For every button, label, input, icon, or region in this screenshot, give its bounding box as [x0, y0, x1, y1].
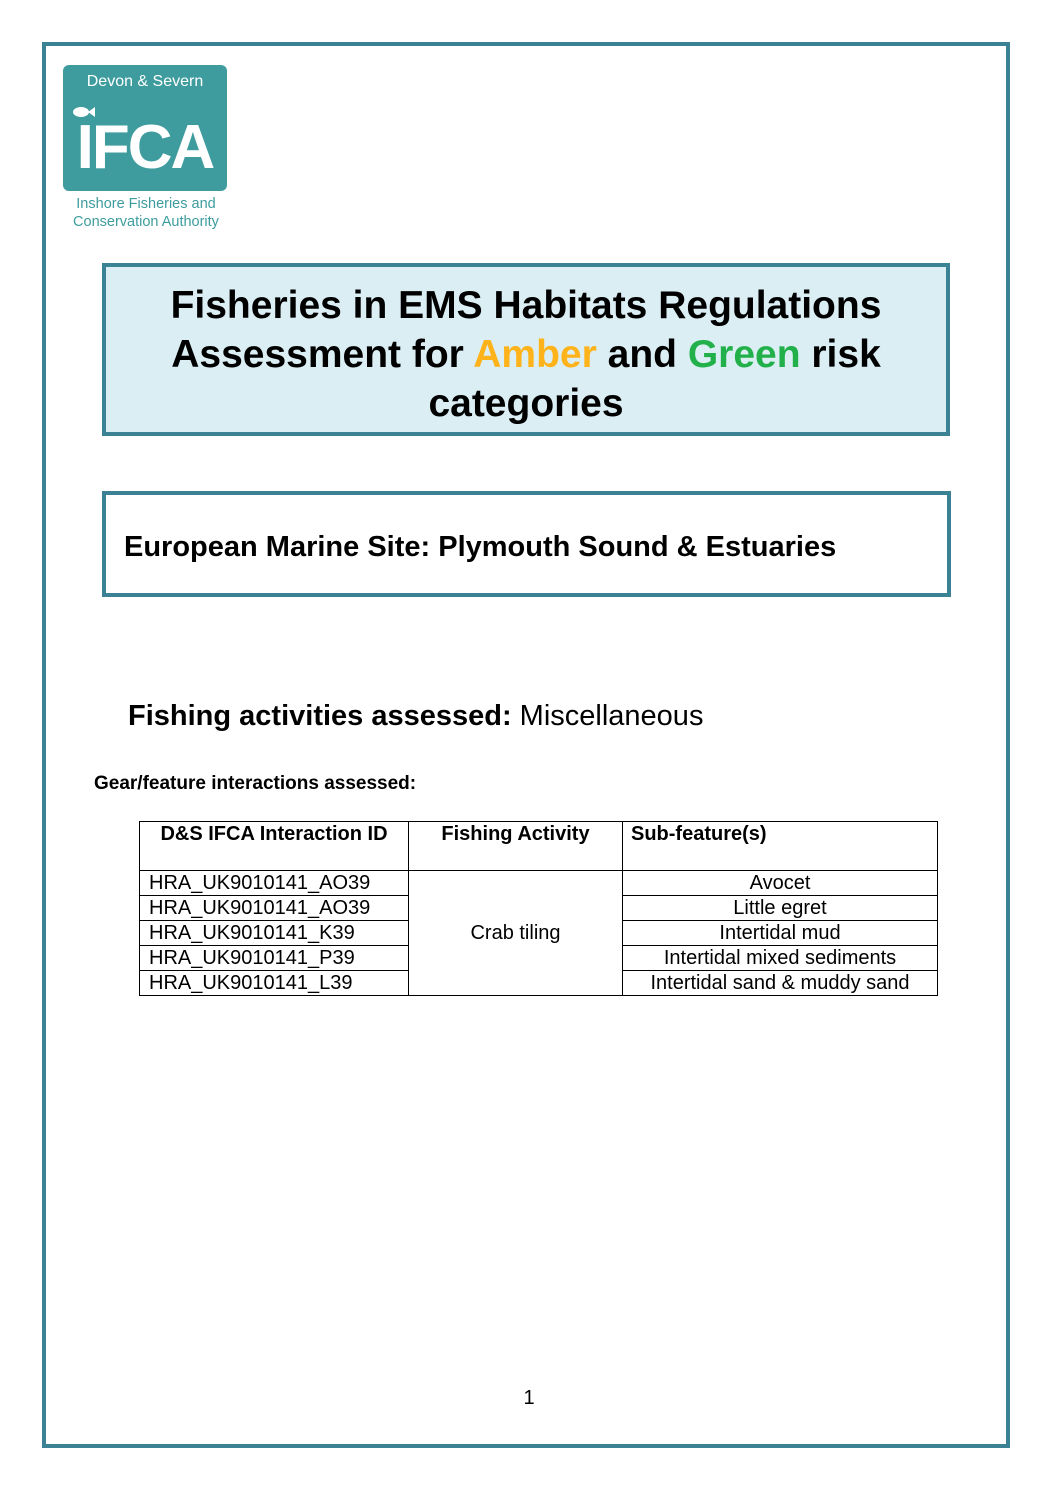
gear-heading: Gear/feature interactions assessed: — [94, 773, 417, 794]
subfeature-cell: Little egret — [623, 896, 938, 921]
interactions-table — [139, 821, 938, 996]
subfeature-cell: Avocet — [623, 871, 938, 896]
page-number: 1 — [523, 1387, 535, 1409]
subfeature-cell: Intertidal mixed sediments — [623, 946, 938, 971]
interaction-id-cell: HRA_UK9010141_L39 — [140, 971, 409, 996]
activities-label: Fishing activities assessed: — [128, 700, 512, 732]
table-row — [140, 871, 938, 896]
subfeature-cell: Intertidal sand & muddy sand — [623, 971, 938, 996]
interaction-id-cell: HRA_UK9010141_AO39 — [140, 896, 409, 921]
title-part1: Fisheries in EMS Habitats Regulations Assessment for — [170, 284, 882, 376]
header-subfeatures: Sub-feature(s) — [623, 822, 938, 871]
title-part3: risk categories — [428, 333, 881, 425]
logo-subtitle-line2: Conservation Authority — [73, 214, 219, 230]
header-fishing-activity: Fishing Activity — [409, 822, 623, 871]
logo-mark: IFCA — [76, 113, 214, 182]
document-title — [106, 267, 946, 428]
ifca-logo — [63, 65, 229, 235]
header-interaction-id: D&S IFCA Interaction ID — [140, 822, 409, 871]
logo-subtitle-line1: Inshore Fisheries and — [76, 196, 216, 212]
title-amber: Amber — [473, 333, 597, 376]
logo-subtitle — [63, 195, 229, 231]
activities-value: Miscellaneous — [511, 700, 704, 732]
table-header-row — [140, 822, 938, 871]
interaction-id-cell: HRA_UK9010141_AO39 — [140, 871, 409, 896]
title-green: Green — [687, 333, 801, 376]
logo-top-text: Devon & Severn — [63, 65, 227, 99]
title-part2: and — [596, 333, 688, 376]
title-box — [102, 263, 950, 436]
interaction-id-cell: HRA_UK9010141_P39 — [140, 946, 409, 971]
site-box — [102, 491, 951, 597]
site-name: European Marine Site: Plymouth Sound & Estuaries — [124, 531, 837, 563]
interaction-id-cell: HRA_UK9010141_K39 — [140, 921, 409, 946]
subfeature-cell: Intertidal mud — [623, 921, 938, 946]
fishing-activity-cell: Crab tiling — [409, 871, 623, 996]
logo-mark-panel — [63, 99, 227, 191]
page-border — [42, 42, 1010, 1448]
fishing-activities — [128, 700, 703, 733]
